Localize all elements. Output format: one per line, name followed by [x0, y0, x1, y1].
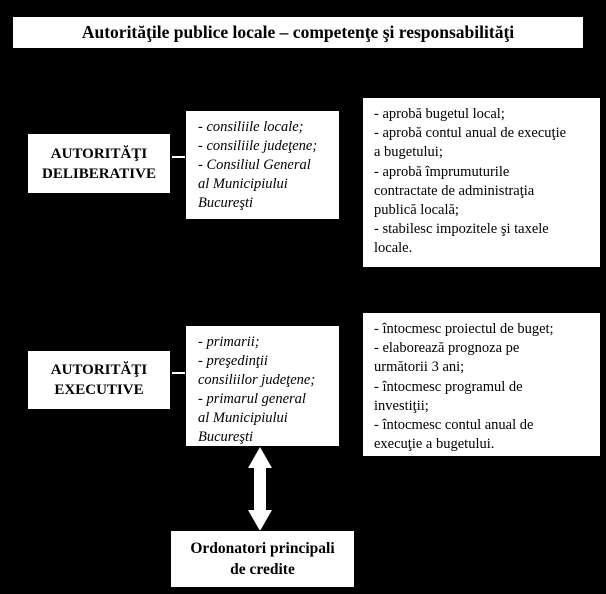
text-line: Bucureşti — [198, 429, 254, 445]
text-line: execuţie a bugetului. — [374, 436, 495, 453]
text-line: al Municipiului — [198, 176, 288, 192]
text-line: AUTORITĂŢI — [50, 145, 148, 162]
text-line: contractate de administraţia — [374, 182, 535, 199]
page-title: Autorităţile publice locale – competenţe şi responsabilităţi — [11, 15, 585, 50]
connector-line — [172, 372, 185, 374]
text-line: - primarul general — [198, 391, 306, 407]
text-line: a bugetului; — [374, 144, 443, 161]
executive-responsibilities-box — [362, 312, 601, 457]
text-line: - aprobă contul anual de execuţie — [374, 125, 567, 142]
ordonatori-principali-box — [170, 530, 355, 588]
text-line: al Municipiului — [198, 410, 288, 426]
text-line: - Consiliul General — [198, 157, 311, 173]
connector-line — [172, 156, 185, 158]
executive-members-box — [185, 325, 340, 447]
text-line: AUTORITĂŢI — [50, 362, 148, 378]
text-line: EXECUTIVE — [54, 382, 144, 398]
executive-authorities-box — [27, 350, 171, 410]
text-line: - elaborează prognoza pe — [374, 340, 520, 357]
text-line: - aprobă bugetul local; — [374, 106, 505, 122]
text-line: DELIBERATIVE — [42, 165, 156, 182]
text-line: următorii 3 ani; — [374, 359, 465, 376]
text-line: publică locală; — [374, 202, 459, 219]
text-line: - întocmesc contul anual de — [374, 417, 534, 434]
text-line: - aprobă împrumuturile — [374, 163, 510, 180]
deliberative-authorities-box — [27, 133, 171, 194]
text-line: Bucureşti — [198, 195, 254, 211]
text-line: de credite — [230, 561, 295, 578]
text-line: Ordonatori principali — [190, 540, 335, 557]
text-line: - întocmesc proiectul de buget; — [374, 321, 554, 337]
text-line: locale. — [374, 240, 413, 257]
double-arrow-icon — [247, 447, 273, 531]
text-line: - primarii; — [198, 334, 260, 350]
text-line: - consiliile judeţene; — [198, 138, 318, 154]
text-line: - preşedinţii — [198, 353, 268, 369]
deliberative-responsibilities-box — [362, 97, 601, 268]
text-line: - consiliile locale; — [198, 119, 304, 135]
text-line: consiliilor judeţene; — [198, 372, 316, 388]
text-line: - stabilesc impozitele şi taxele — [374, 221, 549, 238]
deliberative-members-box — [185, 110, 340, 220]
text-line: investiţii; — [374, 397, 429, 414]
text-line: - întocmesc programul de — [374, 378, 523, 395]
